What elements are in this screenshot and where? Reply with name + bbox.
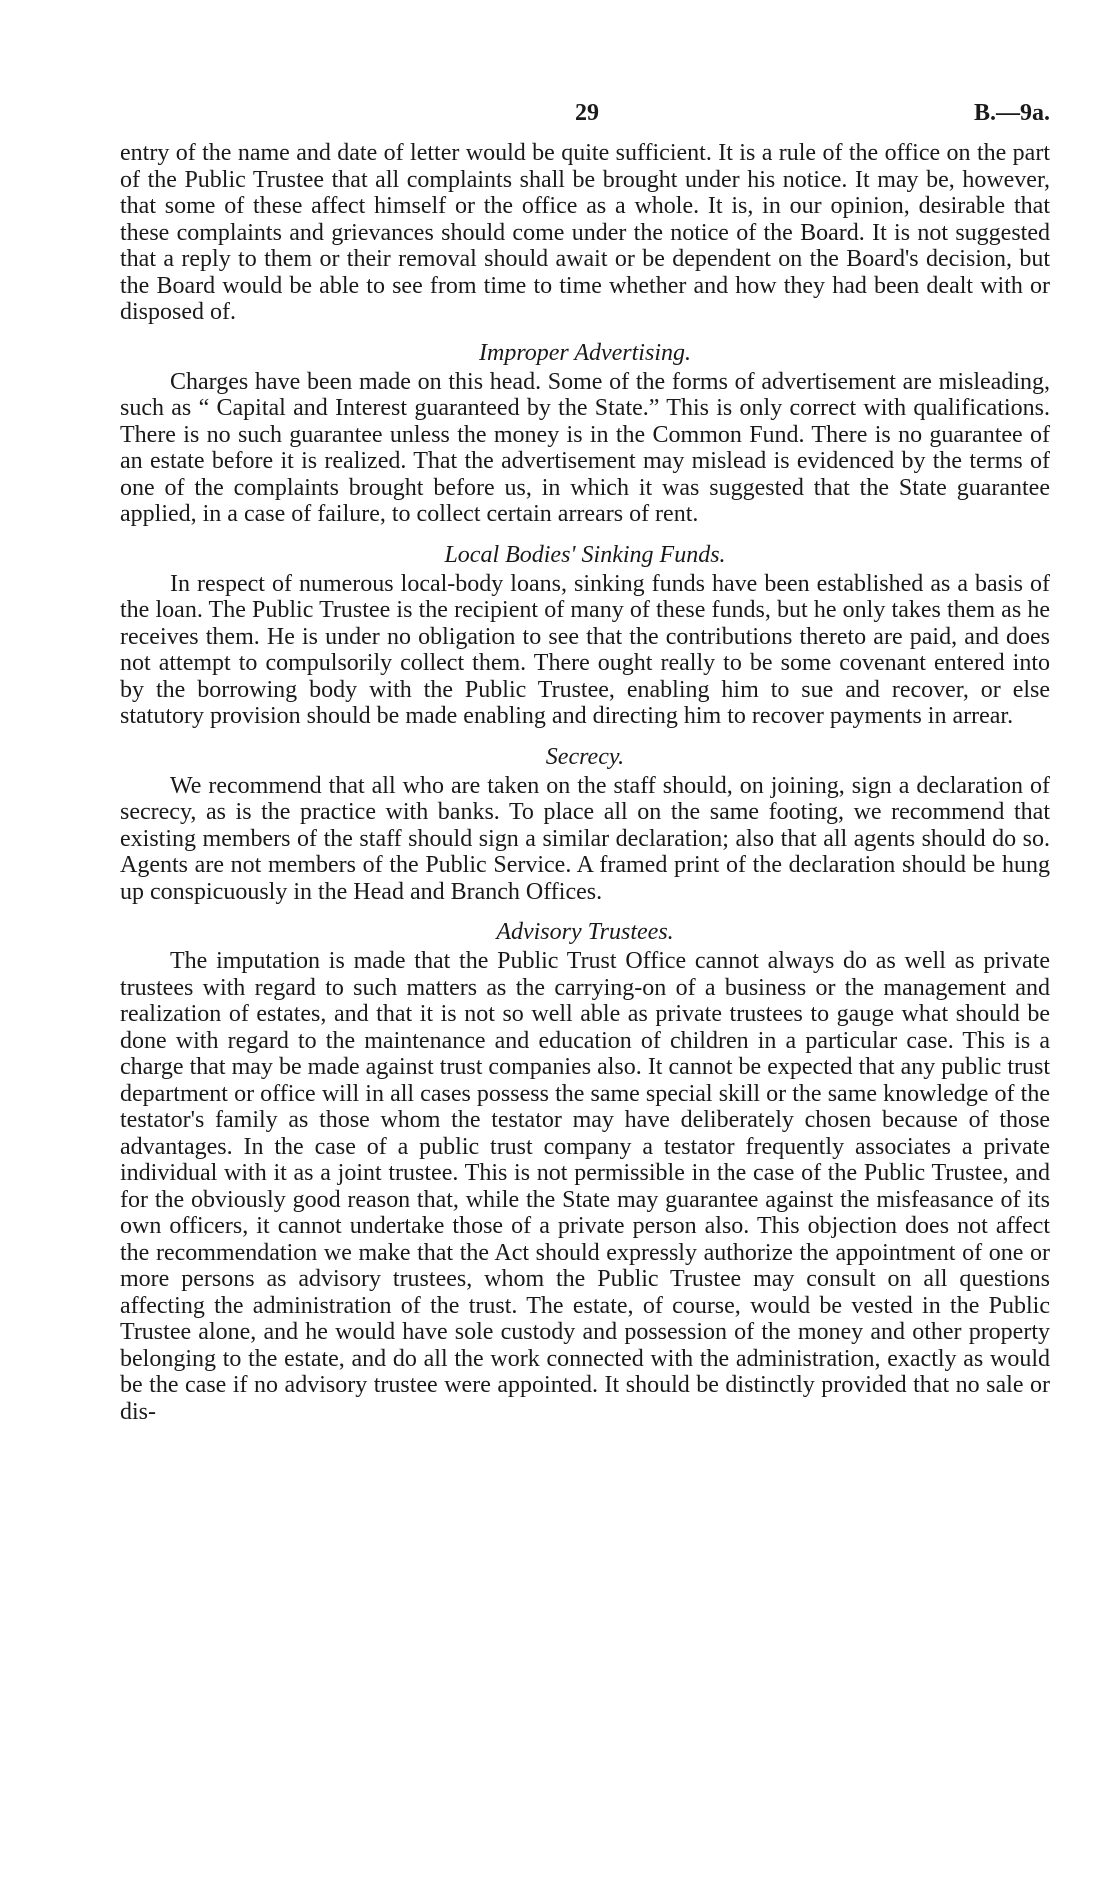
page-number: 29 (575, 100, 599, 126)
section-sinking-funds (120, 542, 1050, 730)
section-paragraph: The imputation is made that the Public Trust Office cannot always do as well as private trustees with regard to such matters as the carrying-on of a business or the management and realization of estates, and that it is not so well able as private trustees to gauge what should be done with regard to the maintenance and education of children in a particular case. This is a charge that may be made against trust companies also. It cannot be expected that any public trust department or office will in all cases possess the same special skill or the same knowledge of the testator's family as those whom the testator may have deliberately chosen because of those advantages. In the case of a public trust company a testator frequently associates a private individual with it as a joint trustee. This is not permissible in the case of the Public Trustee, and for the obviously good reason that, while the State may guarantee against the misfeasance of its own officers, it cannot undertake those of a private person also. This objection does not affect the recommendation we make that the Act should expressly authorize the appointment of one or more persons as advisory trustees, whom the Public Trustee may consult on all questions affecting the administration of the trust. The estate, of course, would be vested in the Public Trustee alone, and he would have sole custody and possession of the money and other property belonging to the estate, and do all the work connected with the administration, exactly as would be the case if no advisory trustee were appointed. It should be distinctly provided that no sale or dis- (120, 948, 1050, 1425)
section-improper-advertising (120, 340, 1050, 528)
section-title: Secrecy. (545, 743, 625, 770)
section-title: Local Bodies' Sinking Funds. (444, 541, 726, 568)
document-page (120, 100, 1050, 1425)
section-secrecy (120, 744, 1050, 906)
intro-paragraph: entry of the name and date of letter would be quite sufficient. It is a rule of the office on the part of the Public Trustee that all complaints shall be brought under his notice. It may be, however, that some of these affect himself or the office as a whole. It is, in our opinion, desirable that these complaints and grievances should come under the notice of the Board. It is not suggested that a reply to them or their removal should await or be dependent on the Board's decision, but the Board would be able to see from time to time whether and how they had been dealt with or disposed of. (120, 140, 1050, 325)
page-header (120, 100, 1050, 140)
section-paragraph: We recommend that all who are taken on the staff should, on joining, sign a declaration of secrecy, as is the practice with banks. To place all on the same footing, we recommend that existing members of the staff should sign a similar declaration; also that all agents should do so. Agents are not members of the Public Service. A framed print of the declaration should be hung up conspicuously in the Head and Branch Offices. (120, 772, 1050, 905)
document-reference: B.—9a. (973, 100, 1050, 126)
section-paragraph: In respect of numerous local-body loans, sinking funds have been established as a basis of the loan. The Public Trustee is the recipient of many of these funds, but he only takes them as he receives them. He is under no obligation to see that the contributions thereto are paid, and does not attempt to compulsorily collect them. There ought really to be some covenant entered into by the borrowing body with the Public Trustee, enabling him to sue and recover, or else statutory provision should be made enabling and directing him to recover payments in arrear. (120, 570, 1050, 729)
section-advisory-trustees (120, 919, 1050, 1425)
section-title: Improper Advertising. (479, 339, 691, 366)
section-paragraph: Charges have been made on this head. Some of the forms of advertisement are misleading, such as “ Capital and Interest guaranteed by the State.” This is only correct with qualifications. There is no such guarantee unless the money is in the Common Fund. There is no guarantee of an estate before it is realized. That the advertisement may mislead is evidenced by the terms of one of the complaints brought before us, in which it was suggested that the State guarantee applied, in a case of failure, to collect certain arrears of rent. (120, 368, 1050, 527)
section-title: Advisory Trustees. (496, 919, 674, 945)
